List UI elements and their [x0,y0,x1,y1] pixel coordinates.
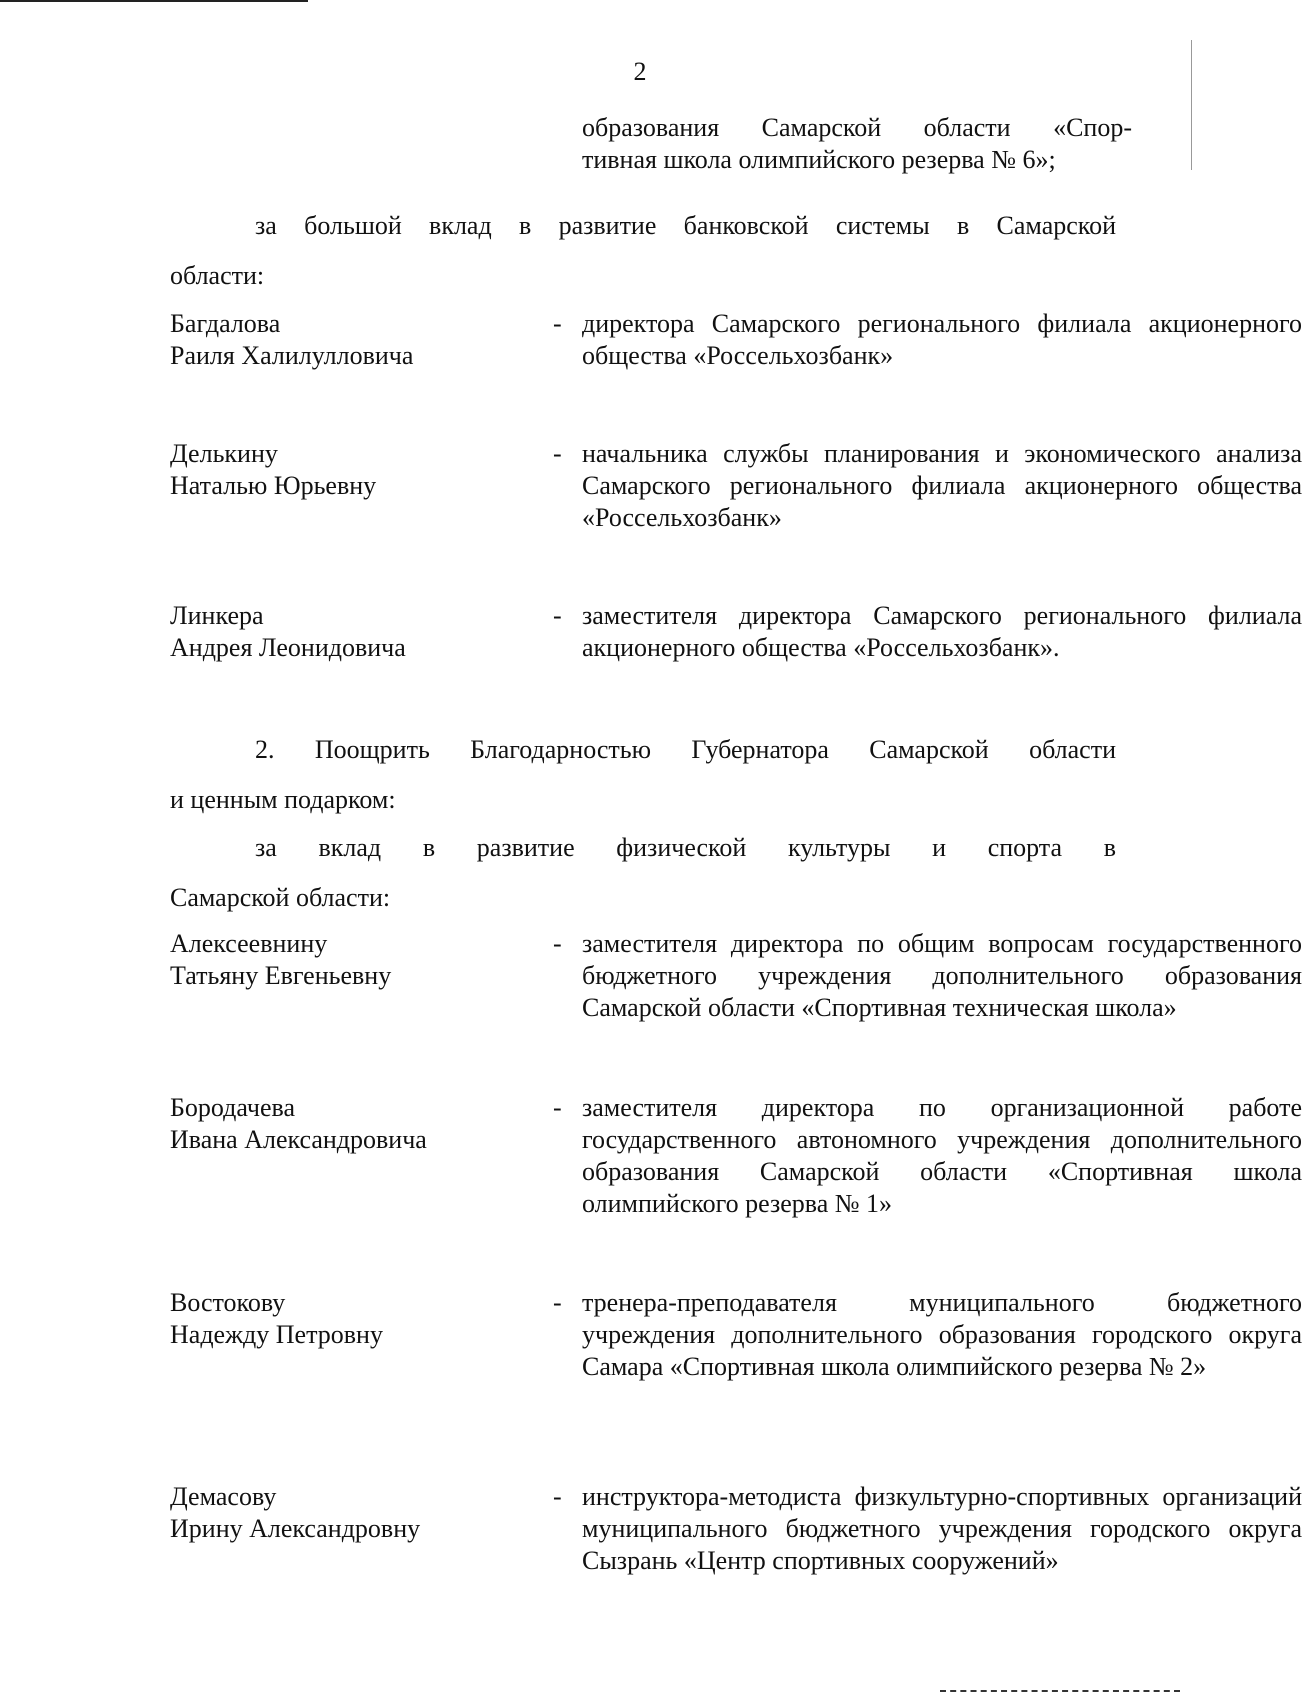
awardee-given-names: Ивана Александровича [170,1125,427,1154]
awardee-position: заместителя директора Самарского регионального филиала акционерного общества «Россельхозбанк». [582,601,1302,662]
awardee-surname: Бородачева [170,1093,295,1122]
awardee-surname: Багдалова [170,309,281,338]
awardee-name [170,1481,530,1545]
entry-dash: - [553,1482,562,1511]
awardee-position: тренера-преподавателя муниципального бюджетного учреждения дополнительного образования городского округа Самара «Спортивная школа олимпийского резерва № 2» [582,1288,1302,1381]
awardee-position: инструктора-методиста физкультурно-спортивных организаций муниципального бюджетного учреждения городского округа Сызрань «Центр спортивных сооружений» [582,1482,1302,1575]
awardee-position: заместителя директора по общим вопросам государственного бюджетного учреждения дополнительного образования Самарской области «Спортивная техническая школа» [582,929,1302,1022]
page-number: 2 [633,57,647,86]
awardee-name [170,308,530,372]
awardee-surname: Линкера [170,601,264,630]
awardee-given-names: Наталью Юрьевну [170,471,377,500]
item-2-line-2: и ценным подарком: [170,785,396,814]
awardee-given-names: Андрея Леонидовича [170,633,406,662]
awardee-given-names: Татьяну Евгеньевну [170,961,392,990]
entry-dash: - [553,1288,562,1317]
entry-dash: - [553,929,562,958]
awardee-name [170,438,530,502]
continuation-line-1: образования Самарской области «Спор- [582,113,1132,142]
awardee-name [170,1287,530,1351]
entry-dash: - [553,309,562,338]
awardee-given-names: Надежду Петровну [170,1320,383,1349]
banking-intro-line-1: за большой вклад в развитие банковской системы в Самарской [255,211,1116,240]
awardee-given-names: Раиля Халилулловича [170,341,414,370]
entry-dash: - [553,601,562,630]
bottom-dashed-line [940,1690,1180,1692]
awardee-name [170,1092,530,1156]
awardee-surname: Демасову [170,1482,277,1511]
awardee-surname: Алексеевнину [170,929,328,958]
sport-intro-line-2: Самарской области: [170,883,391,912]
awardee-position: заместителя директора по организационной работе государственного автономного учреждения дополнительного образования Самарской области «Спортивная школа олимпийского резерва № 1» [582,1093,1302,1218]
awardee-position: начальника службы планирования и экономического анализа Самарского регионального филиала акционерного общества «Россельхозбанк» [582,439,1302,532]
item-2-line-1: 2. Поощрить Благодарностью Губернатора Самарской области [255,735,1116,764]
sport-intro-line-1: за вклад в развитие физической культуры и спорта в [255,833,1116,862]
entry-dash: - [553,1093,562,1122]
awardee-name [170,928,530,992]
awardee-position: директора Самарского регионального филиала акционерного общества «Россельхозбанк» [582,309,1302,370]
awardee-surname: Востокову [170,1288,286,1317]
banking-intro-line-2: области: [170,261,265,290]
top-edge-line [0,0,308,2]
entry-dash: - [553,439,562,468]
awardee-name [170,600,530,664]
awardee-given-names: Ирину Александровну [170,1514,421,1543]
continuation-line-2: тивная школа олимпийского резерва № 6»; [582,145,1056,174]
awardee-surname: Делькину [170,439,278,468]
